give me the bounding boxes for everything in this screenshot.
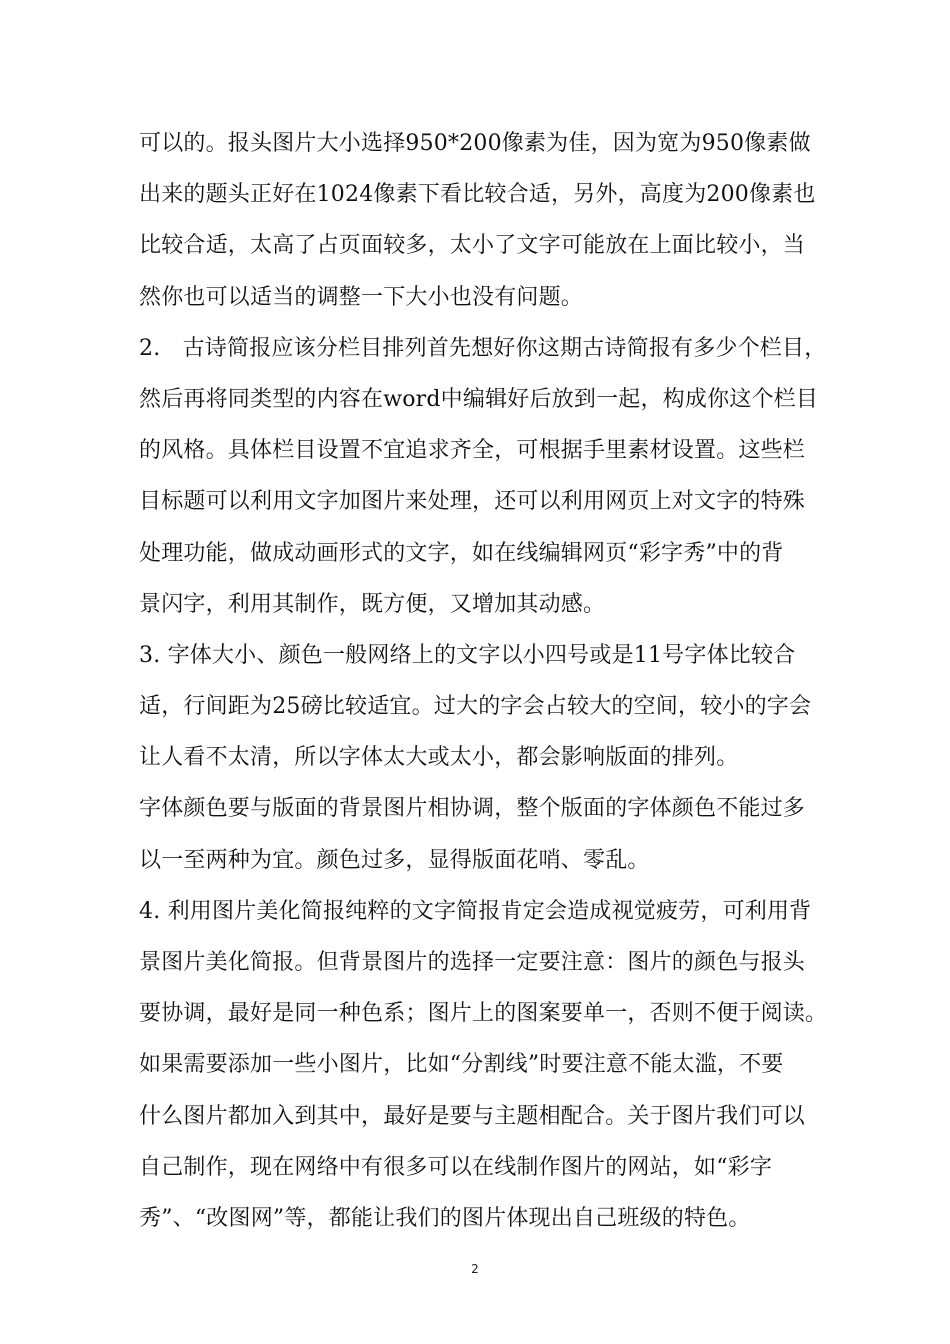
text-line: 要协调，最好是同一种色系；图片上的图案要单一，否则不便于阅读。 bbox=[139, 1001, 828, 1027]
text-line: 2. 古诗简报应该分栏目排列首先想好你这期古诗简报有多少个栏目， bbox=[139, 335, 827, 361]
text-line: 让人看不太清，所以字体太大或太小，都会影响版面的排列。 bbox=[139, 745, 739, 771]
text-line: 什么图片都加入到其中，最好是要与主题相配合。关于图片我们可以 bbox=[139, 1103, 806, 1129]
page-number: 2 bbox=[471, 1262, 479, 1276]
text-line: 如果需要添加一些小图片，比如“分割线”时要注意不能太滥，不要 bbox=[139, 1052, 784, 1078]
text-line: 自己制作，现在网络中有很多可以在线制作图片的网站，如“彩字 bbox=[139, 1154, 773, 1180]
text-line: 可以的。报头图片大小选择950*200像素为佳，因为宽为950像素做 bbox=[139, 131, 811, 156]
text-line: 字体颜色要与版面的背景图片相协调，整个版面的字体颜色不能过多 bbox=[139, 796, 806, 822]
text-line: 然你也可以适当的调整一下大小也没有问题。 bbox=[139, 284, 584, 310]
text-line: 处理功能，做成动画形式的文字，如在线编辑网页“彩字秀”中的背 bbox=[139, 540, 784, 566]
text-line: 比较合适，太高了占页面较多，太小了文字可能放在上面比较小，当 bbox=[139, 233, 806, 259]
text-line: 然后再将同类型的内容在word中编辑好后放到一起，构成你这个栏目 bbox=[139, 386, 819, 412]
text-line: 秀”、“改图网”等，都能让我们的图片体现出自己班级的特色。 bbox=[139, 1205, 751, 1231]
text-line: 景闪字，利用其制作，既方便，又增加其动感。 bbox=[139, 591, 606, 617]
text-line: 以一至两种为宜。颜色过多，显得版面花哨、零乱。 bbox=[139, 847, 650, 873]
text-line: 出来的题头正好在1024像素下看比较合适，另外，高度为200像素也 bbox=[139, 182, 816, 208]
text-line: 的风格。具体栏目设置不宜追求齐全，可根据手里素材设置。这些栏 bbox=[139, 438, 806, 464]
text-line: 目标题可以利用文字加图片来处理，还可以利用网页上对文字的特殊 bbox=[139, 489, 806, 515]
text-line: 4. 利用图片美化简报纯粹的文字简报肯定会造成视觉疲劳，可利用背 bbox=[139, 898, 812, 924]
text-line: 适，行间距为25磅比较适宜。过大的字会占较大的空间，较小的字会 bbox=[139, 694, 812, 720]
text-line: 景图片美化简报。但背景图片的选择一定要注意：图片的颜色与报头 bbox=[139, 950, 806, 975]
text-line: 3. 字体大小、颜色一般网络上的文字以小四号或是11号字体比较合 bbox=[139, 642, 796, 668]
body-text bbox=[139, 118, 829, 1244]
